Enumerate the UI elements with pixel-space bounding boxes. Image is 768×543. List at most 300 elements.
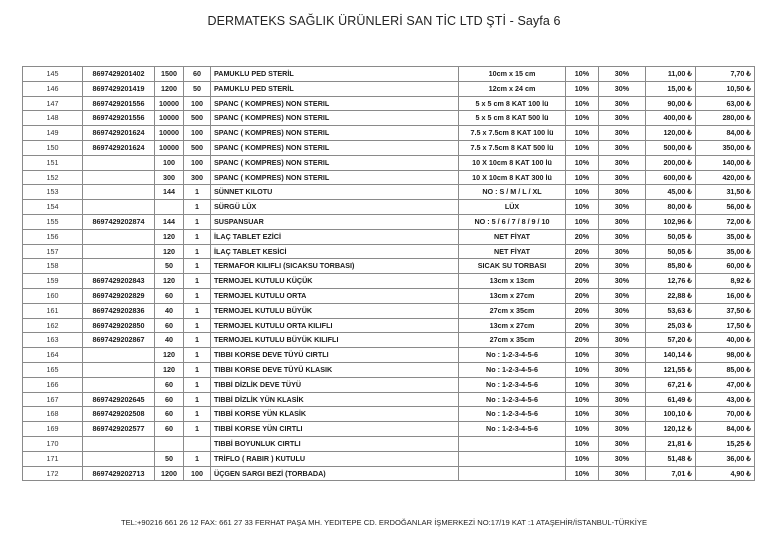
list-price-cell: 53,63 ₺ (646, 303, 696, 318)
list-price-cell: 140,14 ₺ (646, 348, 696, 363)
barcode-cell (83, 229, 155, 244)
barcode-cell (83, 200, 155, 215)
vat-rate-cell: 10% (566, 377, 599, 392)
row-number: 146 (23, 81, 83, 96)
net-price-cell: 16,00 ₺ (696, 288, 755, 303)
pack-quantity-cell: 50 (184, 81, 211, 96)
barcode-cell: 8697429202867 (83, 333, 155, 348)
pack-quantity-cell: 1 (184, 333, 211, 348)
product-size-cell: No : 1-2-3-4-5-6 (459, 422, 566, 437)
list-price-cell: 21,81 ₺ (646, 436, 696, 451)
net-price-cell: 35,00 ₺ (696, 229, 755, 244)
list-price-cell: 600,00 ₺ (646, 170, 696, 185)
vat-rate-cell: 20% (566, 288, 599, 303)
box-quantity-cell: 300 (155, 170, 184, 185)
discount-rate-cell: 30% (599, 81, 646, 96)
product-name-cell: PAMUKLU PED STERİL (211, 81, 459, 96)
pack-quantity-cell: 1 (184, 407, 211, 422)
product-size-cell: 10cm x 15 cm (459, 67, 566, 82)
table-row (23, 407, 755, 422)
discount-rate-cell: 30% (599, 451, 646, 466)
barcode-cell: 8697429201419 (83, 81, 155, 96)
table-row (23, 81, 755, 96)
pack-quantity-cell: 1 (184, 318, 211, 333)
pack-quantity-cell: 1 (184, 288, 211, 303)
barcode-cell: 8697429202645 (83, 392, 155, 407)
table-row (23, 126, 755, 141)
vat-rate-cell: 20% (566, 229, 599, 244)
row-number: 148 (23, 111, 83, 126)
list-price-cell: 67,21 ₺ (646, 377, 696, 392)
row-number: 163 (23, 333, 83, 348)
barcode-cell: 8697429202713 (83, 466, 155, 481)
table-row (23, 170, 755, 185)
barcode-cell: 8697429202508 (83, 407, 155, 422)
box-quantity-cell: 60 (155, 392, 184, 407)
product-size-cell: 12cm x 24 cm (459, 81, 566, 96)
net-price-cell: 37,50 ₺ (696, 303, 755, 318)
net-price-cell: 56,00 ₺ (696, 200, 755, 215)
box-quantity-cell: 120 (155, 229, 184, 244)
discount-rate-cell: 30% (599, 392, 646, 407)
row-number: 157 (23, 244, 83, 259)
box-quantity-cell: 60 (155, 288, 184, 303)
row-number: 155 (23, 214, 83, 229)
product-name-cell: TIBBİ DİZLİK YÜN KLASİK (211, 392, 459, 407)
list-price-cell: 121,55 ₺ (646, 362, 696, 377)
product-name-cell: PAMUKLU PED STERİL (211, 67, 459, 82)
product-size-cell: 13cm x 27cm (459, 288, 566, 303)
vat-rate-cell: 10% (566, 81, 599, 96)
net-price-cell: 7,70 ₺ (696, 67, 755, 82)
list-price-cell: 22,88 ₺ (646, 288, 696, 303)
row-number: 156 (23, 229, 83, 244)
product-name-cell: TIBBİ KORSE YÜN KLASİK (211, 407, 459, 422)
product-name-cell: SPANC ( KOMPRES) NON STERIL (211, 96, 459, 111)
pack-quantity-cell: 1 (184, 362, 211, 377)
product-name-cell: TERMOJEL KUTULU ORTA (211, 288, 459, 303)
pack-quantity-cell: 100 (184, 126, 211, 141)
row-number: 151 (23, 155, 83, 170)
list-price-cell: 90,00 ₺ (646, 96, 696, 111)
table-row (23, 422, 755, 437)
list-price-cell: 50,05 ₺ (646, 244, 696, 259)
product-name-cell: SPANC ( KOMPRES) NON STERIL (211, 140, 459, 155)
product-size-cell: 13cm x 13cm (459, 274, 566, 289)
box-quantity-cell: 1200 (155, 81, 184, 96)
barcode-cell: 8697429202850 (83, 318, 155, 333)
row-number: 158 (23, 259, 83, 274)
net-price-cell: 35,00 ₺ (696, 244, 755, 259)
product-name-cell: İLAÇ TABLET KESİCİ (211, 244, 459, 259)
product-name-cell: SPANC ( KOMPRES) NON STERIL (211, 170, 459, 185)
product-size-cell: 27cm x 35cm (459, 333, 566, 348)
box-quantity-cell: 10000 (155, 111, 184, 126)
pack-quantity-cell: 1 (184, 422, 211, 437)
net-price-cell: 8,92 ₺ (696, 274, 755, 289)
pack-quantity-cell: 500 (184, 111, 211, 126)
barcode-cell (83, 348, 155, 363)
row-number: 167 (23, 392, 83, 407)
product-size-cell: 13cm x 27cm (459, 318, 566, 333)
net-price-cell: 17,50 ₺ (696, 318, 755, 333)
net-price-cell: 31,50 ₺ (696, 185, 755, 200)
box-quantity-cell: 144 (155, 185, 184, 200)
discount-rate-cell: 30% (599, 155, 646, 170)
pack-quantity-cell: 300 (184, 170, 211, 185)
barcode-cell (83, 155, 155, 170)
discount-rate-cell: 30% (599, 170, 646, 185)
product-size-cell: LÜX (459, 200, 566, 215)
list-price-cell: 100,10 ₺ (646, 407, 696, 422)
list-price-cell: 45,00 ₺ (646, 185, 696, 200)
list-price-cell: 11,00 ₺ (646, 67, 696, 82)
row-number: 153 (23, 185, 83, 200)
row-number: 147 (23, 96, 83, 111)
barcode-cell (83, 170, 155, 185)
row-number: 166 (23, 377, 83, 392)
barcode-cell (83, 185, 155, 200)
barcode-cell: 8697429202829 (83, 288, 155, 303)
product-size-cell: 5 x 5 cm 8 KAT 100 lü (459, 96, 566, 111)
product-name-cell: TERMOJEL KUTULU ORTA KILIFLI (211, 318, 459, 333)
product-name-cell: TERMOJEL KUTULU BÜYÜK (211, 303, 459, 318)
pack-quantity-cell: 1 (184, 185, 211, 200)
barcode-cell: 8697429202843 (83, 274, 155, 289)
vat-rate-cell: 10% (566, 185, 599, 200)
net-price-cell: 4,90 ₺ (696, 466, 755, 481)
row-number: 152 (23, 170, 83, 185)
vat-rate-cell: 10% (566, 67, 599, 82)
product-size-cell: No : 1-2-3-4-5-6 (459, 392, 566, 407)
page-title: DERMATEKS SAĞLIK ÜRÜNLERİ SAN TİC LTD ŞTİ - Sayfa 6 (207, 14, 561, 28)
discount-rate-cell: 30% (599, 185, 646, 200)
product-name-cell: TIBBİ DİZLİK DEVE TÜYÜ (211, 377, 459, 392)
product-name-cell: İLAÇ TABLET EZİCİ (211, 229, 459, 244)
discount-rate-cell: 30% (599, 303, 646, 318)
box-quantity-cell: 40 (155, 303, 184, 318)
product-size-cell: NO : 5 / 6 / 7 / 8 / 9 / 10 (459, 214, 566, 229)
discount-rate-cell: 30% (599, 422, 646, 437)
price-list-table (22, 66, 755, 481)
discount-rate-cell: 30% (599, 214, 646, 229)
barcode-cell (83, 377, 155, 392)
product-size-cell: 5 x 5 cm 8 KAT 500 lü (459, 111, 566, 126)
table-row (23, 259, 755, 274)
discount-rate-cell: 30% (599, 126, 646, 141)
pack-quantity-cell: 1 (184, 274, 211, 289)
net-price-cell: 43,00 ₺ (696, 392, 755, 407)
product-size-cell: 10 X 10cm 8 KAT 300 lü (459, 170, 566, 185)
box-quantity-cell: 60 (155, 422, 184, 437)
vat-rate-cell: 10% (566, 466, 599, 481)
box-quantity-cell: 1200 (155, 466, 184, 481)
net-price-cell: 40,00 ₺ (696, 333, 755, 348)
product-size-cell: No : 1-2-3-4-5-6 (459, 407, 566, 422)
box-quantity-cell: 60 (155, 407, 184, 422)
discount-rate-cell: 30% (599, 466, 646, 481)
list-price-cell: 50,05 ₺ (646, 229, 696, 244)
product-name-cell: SÜRGÜ LÜX (211, 200, 459, 215)
table-row (23, 244, 755, 259)
pack-quantity-cell: 1 (184, 244, 211, 259)
row-number: 154 (23, 200, 83, 215)
discount-rate-cell: 30% (599, 333, 646, 348)
row-number: 160 (23, 288, 83, 303)
pack-quantity-cell: 1 (184, 348, 211, 363)
net-price-cell: 60,00 ₺ (696, 259, 755, 274)
vat-rate-cell: 20% (566, 259, 599, 274)
product-name-cell: SPANC ( KOMPRES) NON STERIL (211, 111, 459, 126)
net-price-cell: 98,00 ₺ (696, 348, 755, 363)
table-row (23, 348, 755, 363)
list-price-cell: 25,03 ₺ (646, 318, 696, 333)
table-row (23, 318, 755, 333)
product-name-cell: TIBBİ KORSE YÜN CIRTLI (211, 422, 459, 437)
vat-rate-cell: 10% (566, 348, 599, 363)
vat-rate-cell: 10% (566, 407, 599, 422)
vat-rate-cell: 10% (566, 170, 599, 185)
vat-rate-cell: 10% (566, 362, 599, 377)
product-size-cell: No : 1-2-3-4-5-6 (459, 362, 566, 377)
product-size-cell: 10 X 10cm 8 KAT 100 lü (459, 155, 566, 170)
row-number: 168 (23, 407, 83, 422)
table-row (23, 67, 755, 82)
barcode-cell: 8697429201556 (83, 111, 155, 126)
discount-rate-cell: 30% (599, 436, 646, 451)
table-row (23, 229, 755, 244)
barcode-cell (83, 259, 155, 274)
pack-quantity-cell: 1 (184, 214, 211, 229)
row-number: 164 (23, 348, 83, 363)
box-quantity-cell: 100 (155, 155, 184, 170)
pack-quantity-cell: 1 (184, 200, 211, 215)
box-quantity-cell: 144 (155, 214, 184, 229)
table-row (23, 155, 755, 170)
vat-rate-cell: 10% (566, 126, 599, 141)
list-price-cell: 85,80 ₺ (646, 259, 696, 274)
product-name-cell: TIBBI KORSE DEVE TÜYÜ KLASIK (211, 362, 459, 377)
product-size-cell: NET FİYAT (459, 244, 566, 259)
barcode-cell: 8697429202577 (83, 422, 155, 437)
pack-quantity-cell: 1 (184, 303, 211, 318)
pack-quantity-cell: 100 (184, 466, 211, 481)
table-row (23, 303, 755, 318)
discount-rate-cell: 30% (599, 288, 646, 303)
box-quantity-cell: 50 (155, 259, 184, 274)
discount-rate-cell: 30% (599, 318, 646, 333)
discount-rate-cell: 30% (599, 407, 646, 422)
table-row (23, 436, 755, 451)
list-price-cell: 51,48 ₺ (646, 451, 696, 466)
product-size-cell: SICAK SU TORBASI (459, 259, 566, 274)
vat-rate-cell: 10% (566, 200, 599, 215)
product-size-cell (459, 451, 566, 466)
pack-quantity-cell: 1 (184, 451, 211, 466)
table-row (23, 451, 755, 466)
net-price-cell: 15,25 ₺ (696, 436, 755, 451)
pack-quantity-cell: 1 (184, 259, 211, 274)
product-name-cell: TERMAFOR KILIFLI (SICAKSU TORBASI) (211, 259, 459, 274)
box-quantity-cell: 120 (155, 362, 184, 377)
list-price-cell: 120,00 ₺ (646, 126, 696, 141)
row-number: 162 (23, 318, 83, 333)
vat-rate-cell: 10% (566, 451, 599, 466)
product-name-cell: SUSPANSUAR (211, 214, 459, 229)
row-number: 169 (23, 422, 83, 437)
net-price-cell: 84,00 ₺ (696, 422, 755, 437)
list-price-cell: 57,20 ₺ (646, 333, 696, 348)
price-list-body (23, 67, 755, 481)
row-number: 170 (23, 436, 83, 451)
pack-quantity-cell: 500 (184, 140, 211, 155)
list-price-cell: 15,00 ₺ (646, 81, 696, 96)
vat-rate-cell: 10% (566, 111, 599, 126)
pack-quantity-cell: 1 (184, 377, 211, 392)
discount-rate-cell: 30% (599, 200, 646, 215)
net-price-cell: 47,00 ₺ (696, 377, 755, 392)
list-price-cell: 12,76 ₺ (646, 274, 696, 289)
product-name-cell: TERMOJEL KUTULU BÜYÜK KILIFLI (211, 333, 459, 348)
discount-rate-cell: 30% (599, 96, 646, 111)
pack-quantity-cell: 60 (184, 67, 211, 82)
row-number: 172 (23, 466, 83, 481)
box-quantity-cell: 1500 (155, 67, 184, 82)
net-price-cell: 140,00 ₺ (696, 155, 755, 170)
table-row (23, 377, 755, 392)
list-price-cell: 400,00 ₺ (646, 111, 696, 126)
table-row (23, 111, 755, 126)
row-number: 171 (23, 451, 83, 466)
barcode-cell (83, 451, 155, 466)
box-quantity-cell (155, 200, 184, 215)
row-number: 161 (23, 303, 83, 318)
vat-rate-cell: 10% (566, 392, 599, 407)
product-size-cell (459, 466, 566, 481)
vat-rate-cell: 20% (566, 333, 599, 348)
table-row (23, 333, 755, 348)
product-name-cell: SÜNNET KILOTU (211, 185, 459, 200)
box-quantity-cell: 10000 (155, 126, 184, 141)
vat-rate-cell: 10% (566, 140, 599, 155)
product-name-cell: TIBBI KORSE DEVE TÜYÜ CIRTLI (211, 348, 459, 363)
list-price-cell: 120,12 ₺ (646, 422, 696, 437)
list-price-cell: 61,49 ₺ (646, 392, 696, 407)
table-row (23, 274, 755, 289)
table-row (23, 200, 755, 215)
barcode-cell: 8697429201402 (83, 67, 155, 82)
discount-rate-cell: 30% (599, 140, 646, 155)
pack-quantity-cell: 100 (184, 96, 211, 111)
barcode-cell (83, 362, 155, 377)
discount-rate-cell: 30% (599, 362, 646, 377)
discount-rate-cell: 30% (599, 377, 646, 392)
table-row (23, 185, 755, 200)
net-price-cell: 350,00 ₺ (696, 140, 755, 155)
product-size-cell: No : 1-2-3-4-5-6 (459, 377, 566, 392)
product-size-cell: 7.5 x 7.5cm 8 KAT 500 lü (459, 140, 566, 155)
barcode-cell: 8697429201556 (83, 96, 155, 111)
barcode-cell: 8697429202874 (83, 214, 155, 229)
barcode-cell: 8697429201624 (83, 140, 155, 155)
barcode-cell (83, 436, 155, 451)
box-quantity-cell: 40 (155, 333, 184, 348)
product-name-cell: TERMOJEL KUTULU KÜÇÜK (211, 274, 459, 289)
row-number: 145 (23, 67, 83, 82)
product-name-cell: TRİFLO ( RABIR ) KUTULU (211, 451, 459, 466)
pack-quantity-cell: 1 (184, 392, 211, 407)
table-row (23, 362, 755, 377)
product-name-cell: TIBBİ BOYUNLUK CIRTLI (211, 436, 459, 451)
vat-rate-cell: 10% (566, 155, 599, 170)
row-number: 159 (23, 274, 83, 289)
table-row (23, 140, 755, 155)
box-quantity-cell: 10000 (155, 96, 184, 111)
pack-quantity-cell: 100 (184, 155, 211, 170)
discount-rate-cell: 30% (599, 111, 646, 126)
vat-rate-cell: 10% (566, 214, 599, 229)
product-size-cell: NET FİYAT (459, 229, 566, 244)
product-size-cell: 7.5 x 7.5cm 8 KAT 100 lü (459, 126, 566, 141)
box-quantity-cell: 10000 (155, 140, 184, 155)
table-row (23, 466, 755, 481)
list-price-cell: 200,00 ₺ (646, 155, 696, 170)
box-quantity-cell: 120 (155, 348, 184, 363)
barcode-cell: 8697429201624 (83, 126, 155, 141)
box-quantity-cell: 50 (155, 451, 184, 466)
product-size-cell (459, 436, 566, 451)
net-price-cell: 84,00 ₺ (696, 126, 755, 141)
pack-quantity-cell: 1 (184, 229, 211, 244)
discount-rate-cell: 30% (599, 259, 646, 274)
net-price-cell: 280,00 ₺ (696, 111, 755, 126)
vat-rate-cell: 10% (566, 96, 599, 111)
discount-rate-cell: 30% (599, 244, 646, 259)
list-price-cell: 102,96 ₺ (646, 214, 696, 229)
net-price-cell: 85,00 ₺ (696, 362, 755, 377)
product-name-cell: SPANC ( KOMPRES) NON STERIL (211, 155, 459, 170)
box-quantity-cell: 60 (155, 318, 184, 333)
box-quantity-cell: 120 (155, 244, 184, 259)
box-quantity-cell: 60 (155, 377, 184, 392)
discount-rate-cell: 30% (599, 229, 646, 244)
row-number: 150 (23, 140, 83, 155)
discount-rate-cell: 30% (599, 348, 646, 363)
list-price-cell: 500,00 ₺ (646, 140, 696, 155)
table-row (23, 214, 755, 229)
product-size-cell: No : 1-2-3-4-5-6 (459, 348, 566, 363)
product-size-cell: NO : S / M / L / XL (459, 185, 566, 200)
net-price-cell: 63,00 ₺ (696, 96, 755, 111)
row-number: 149 (23, 126, 83, 141)
net-price-cell: 36,00 ₺ (696, 451, 755, 466)
table-row (23, 96, 755, 111)
list-price-cell: 7,01 ₺ (646, 466, 696, 481)
box-quantity-cell (155, 436, 184, 451)
product-name-cell: SPANC ( KOMPRES) NON STERIL (211, 126, 459, 141)
vat-rate-cell: 20% (566, 318, 599, 333)
product-size-cell: 27cm x 35cm (459, 303, 566, 318)
discount-rate-cell: 30% (599, 274, 646, 289)
barcode-cell: 8697429202836 (83, 303, 155, 318)
vat-rate-cell: 10% (566, 422, 599, 437)
company-contact-footer: TEL:+90216 661 26 12 FAX: 661 27 33 FERHAT PAŞA MH. YEDITEPE CD. ERDOĞANLAR İŞMERKEZİ NO:17/19 KAT :1 ATAŞEHİR/İSTANBUL-TÜRKİYE (120, 518, 648, 527)
vat-rate-cell: 20% (566, 303, 599, 318)
discount-rate-cell: 30% (599, 67, 646, 82)
row-number: 165 (23, 362, 83, 377)
list-price-cell: 80,00 ₺ (646, 200, 696, 215)
vat-rate-cell: 20% (566, 244, 599, 259)
